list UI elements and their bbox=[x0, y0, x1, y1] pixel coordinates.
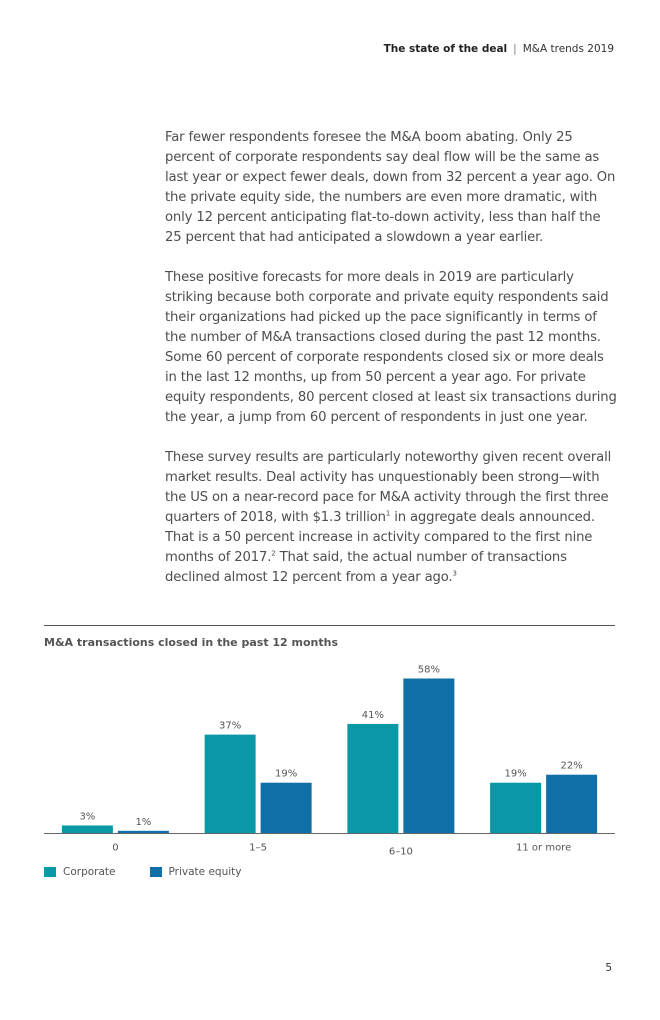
paragraph-2: These positive forecasts for more deals in 2019 are particularly striking because both corporate and private equity respondents said their organizations had picked up the pace significantly in terms of the number of M&A transactions closed during the past 12 months. Some 60 percent of corporate respondents closed six or more deals in the last 12 months, up from 50 percent a year ago. For private equity respondents, 80 percent closed at least six transactions during the year, a jump from 60 percent of respondents in just one year. bbox=[165, 270, 617, 425]
x-tick-label-0: 0 bbox=[112, 842, 119, 854]
footnote-ref-2[interactable]: 2 bbox=[271, 549, 276, 558]
header-subtitle: M&A trends 2019 bbox=[522, 43, 614, 55]
legend-label-private-equity: Private equity bbox=[168, 866, 242, 878]
legend-item-private-equity bbox=[150, 866, 242, 878]
x-tick-label-1: 1–5 bbox=[249, 842, 267, 854]
bar-private-equity-3 bbox=[546, 775, 597, 834]
bar-private-equity-2 bbox=[403, 679, 454, 834]
data-label-corporate-1: 37% bbox=[219, 720, 242, 732]
bar-corporate-1 bbox=[205, 735, 256, 834]
legend-item-corporate bbox=[44, 866, 116, 878]
body-text bbox=[165, 128, 617, 608]
header-separator: | bbox=[513, 43, 517, 55]
bar-private-equity-1 bbox=[261, 783, 312, 834]
chart-legend bbox=[44, 866, 241, 878]
paragraph-3-part-3: That said, the actual number of transactions declined almost 12 percent from a year ago. bbox=[165, 550, 567, 585]
bar-corporate-3 bbox=[490, 783, 541, 834]
data-label-corporate-0: 3% bbox=[79, 811, 96, 823]
data-label-private-equity-3: 22% bbox=[560, 760, 583, 772]
paragraph-3-part-1: These survey results are particularly noteworthy given recent overall market results. Deal activity has unquestionably been strong—with the US on a near-record pace for M&A activity through the first three quarters of 2018, with $1.3 trillion bbox=[165, 450, 612, 525]
footnote-ref-1[interactable]: 1 bbox=[385, 509, 391, 518]
paragraph-1: Far fewer respondents foresee the M&A boom abating. Only 25 percent of corporate respondents say deal flow will be the same as last year or expect fewer deals, down from 32 percent a year ago. On the private equity side, the numbers are even more dramatic, with only 12 percent anticipating flat-to-down activity, less than half the 25 percent that had anticipated a slowdown a year earlier. bbox=[165, 130, 616, 245]
chart-title: M&A transactions closed in the past 12 months bbox=[44, 636, 339, 649]
legend-swatch-corporate bbox=[44, 867, 56, 877]
footnote-ref-3[interactable]: 3 bbox=[452, 569, 457, 578]
page-header bbox=[384, 43, 614, 55]
data-label-corporate-2: 41% bbox=[361, 709, 384, 721]
x-tick-label-2: 6–10 bbox=[388, 846, 413, 858]
data-label-corporate-3: 19% bbox=[504, 768, 527, 780]
legend-swatch-private-equity bbox=[150, 867, 162, 877]
chart-top-rule bbox=[44, 625, 615, 626]
bar-corporate-0 bbox=[62, 825, 113, 833]
data-label-private-equity-2: 58% bbox=[417, 664, 440, 676]
bar-corporate-2 bbox=[347, 724, 398, 834]
data-label-private-equity-1: 19% bbox=[275, 768, 298, 780]
paragraph-3-part-2: in aggregate deals announced. That is a 50 percent increase in activity compared to the first nine months of 2017. bbox=[165, 510, 595, 565]
data-label-private-equity-0: 1% bbox=[135, 816, 152, 828]
bar-chart bbox=[0, 650, 660, 860]
page-number: 5 bbox=[605, 962, 612, 974]
legend-label-corporate: Corporate bbox=[63, 866, 116, 878]
header-title: The state of the deal bbox=[383, 43, 508, 55]
paragraph-3 bbox=[165, 448, 617, 588]
x-tick-label-3: 11 or more bbox=[516, 842, 572, 854]
